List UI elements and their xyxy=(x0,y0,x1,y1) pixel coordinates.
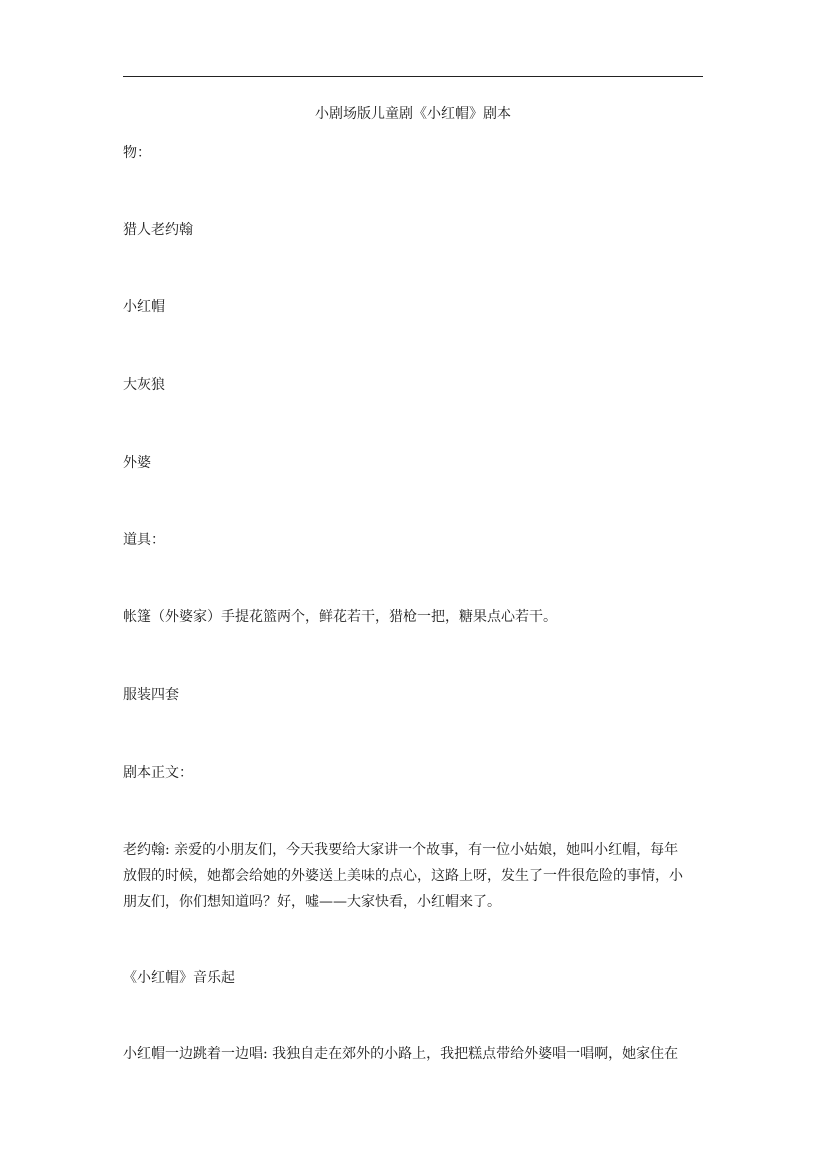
narration-paragraph xyxy=(123,837,715,915)
header-rule xyxy=(123,76,703,77)
cast-item-hunter: 猎人老约翰 xyxy=(123,222,193,238)
narration-line: 朋友们，你们想知道吗？好，嘘——大家快看，小红帽来了。 xyxy=(123,894,501,910)
narration-line: 老约翰: 亲爱的小朋友们，今天我要给大家讲一个故事，有一位小姑娘，她叫小红帽，每年 xyxy=(123,842,679,858)
cast-label: 物： xyxy=(123,145,151,161)
document-title: 小剧场版儿童剧《小红帽》剧本 xyxy=(315,106,511,122)
music-cue: 《小红帽》音乐起 xyxy=(123,970,235,986)
props-label: 道具： xyxy=(123,532,165,548)
cast-item-wolf: 大灰狼 xyxy=(123,377,165,393)
script-label: 剧本正文： xyxy=(123,765,193,781)
narration-line: 放假的时候，她都会给她的外婆送上美味的点心，这路上呀，发生了一件很危险的事情，小 xyxy=(123,868,683,884)
cast-item-red-riding-hood: 小红帽 xyxy=(123,299,165,315)
props-text: 帐篷（外婆家）手提花篮两个，鲜花若干，猎枪一把，糖果点心若干。 xyxy=(123,609,557,625)
song-line: 小红帽一边跳着一边唱: 我独自走在郊外的小路上，我把糕点带给外婆唱一唱啊，她家住在 xyxy=(123,1046,679,1062)
cast-item-grandma: 外婆 xyxy=(123,455,151,471)
costume-text: 服装四套 xyxy=(123,687,179,703)
